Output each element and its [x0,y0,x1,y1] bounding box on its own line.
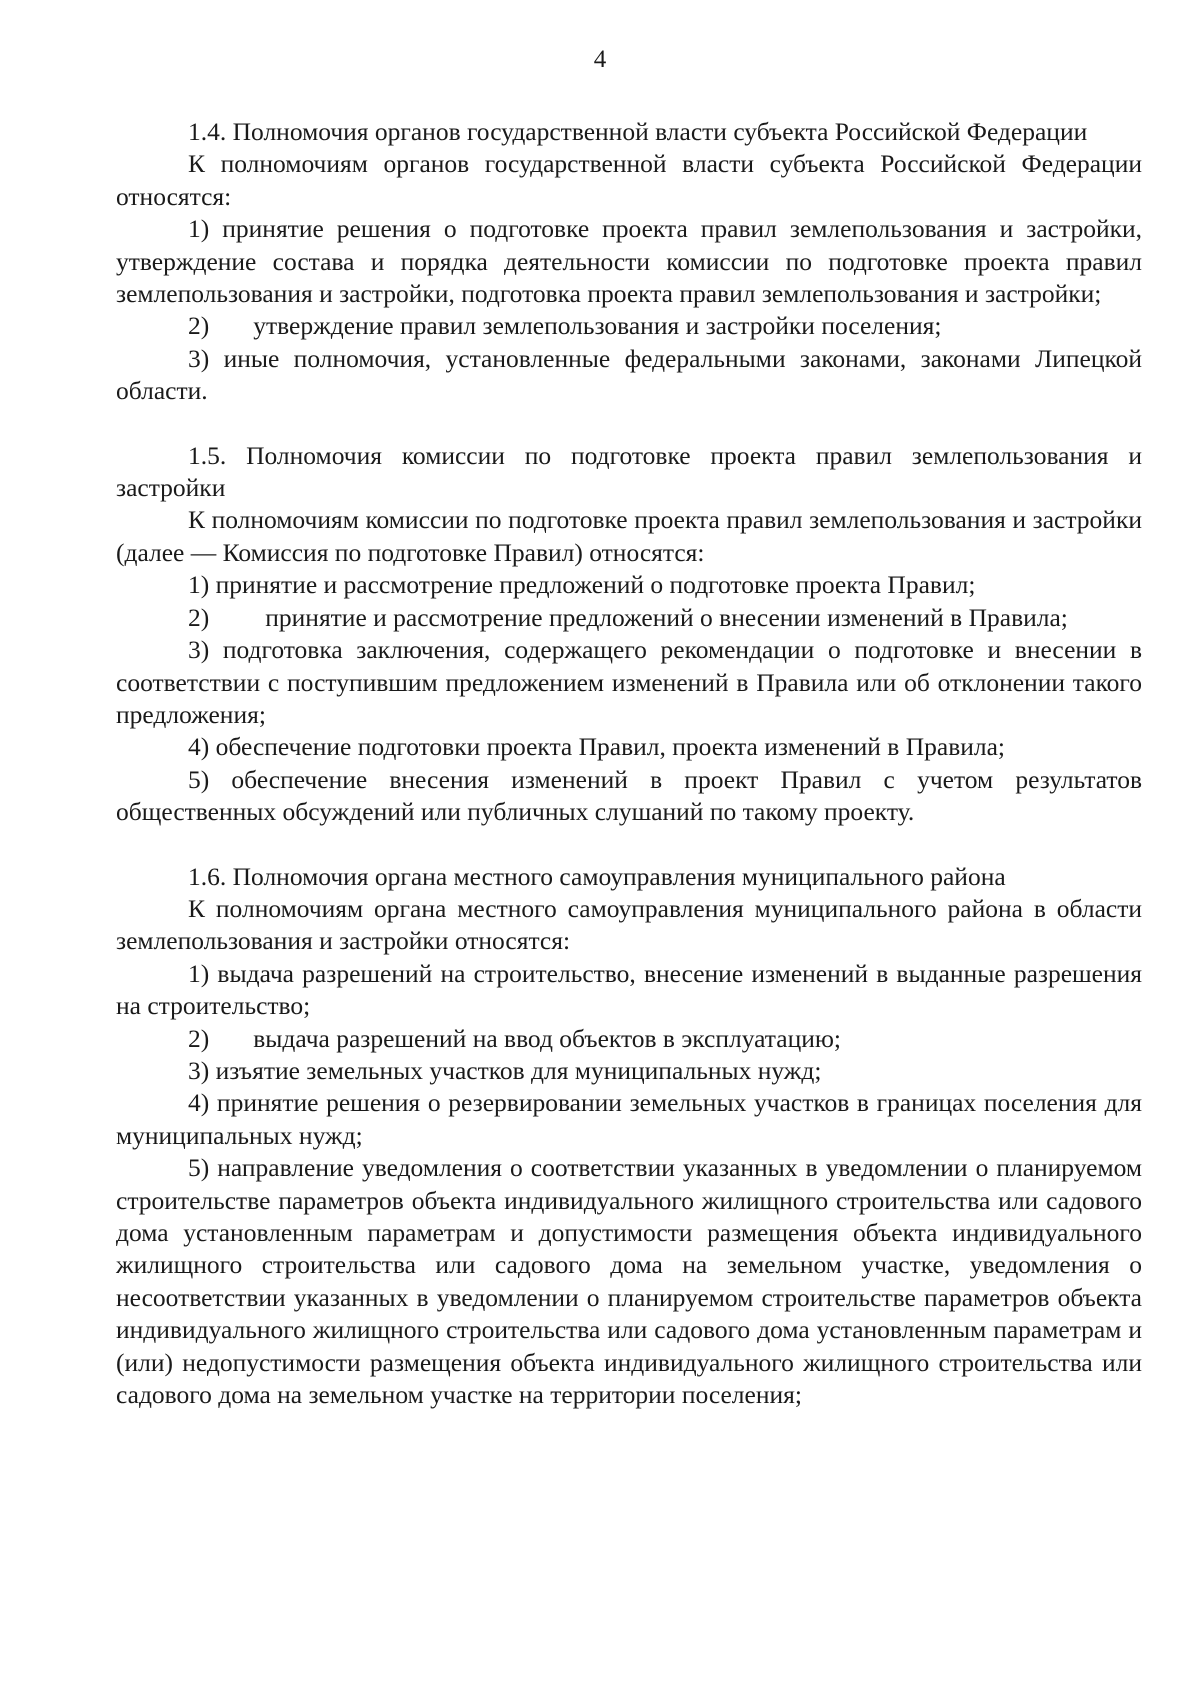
list-item-number: 2) [188,1023,210,1053]
document-body [116,116,1142,1411]
section-1-4 [116,116,1142,408]
list-item [116,1023,1142,1055]
section-1-5 [116,440,1142,829]
list-item: 3) иные полномочия, установленные федеральными законами, законами Липецкой области. [116,343,1142,406]
list-item [116,310,1142,342]
list-item-text: принятие и рассмотрение предложений о внесении изменений в Правила; [265,602,1068,632]
list-item: 1) выдача разрешений на строительство, внесение изменений в выданные разрешения на строительство; [116,958,1142,1021]
list-item: 5) обеспечение внесения изменений в проект Правил с учетом результатов общественных обсуждений или публичных слушаний по такому проекту. [116,764,1142,827]
section-heading: 1.5. Полномочия комиссии по подготовке проекта правил землепользования и застройки [116,440,1142,503]
list-item: 1) принятие и рассмотрение предложений о подготовке проекта Правил; [188,570,976,600]
list-item-number: 2) [188,311,210,341]
section-1-6 [116,861,1142,1412]
list-item: 4) принятие решения о резервировании земельных участков в границах поселения для муниципальных нужд; [116,1088,1142,1150]
section-intro: К полномочиям органов государственной власти субъекта Российской Федерации относятся: [116,149,1142,211]
list-item: 3) подготовка заключения, содержащего рекомендации о подготовке и внесении в соответствии с поступившим предложением изменений в Правила или об отклонении такого предложения; [116,635,1142,729]
page-number: 4 [593,46,607,73]
list-item: 4) обеспечение подготовки проекта Правил, проекта изменений в Правила; [188,732,1006,762]
list-item: 3) изъятие земельных участков для муниципальных нужд; [188,1055,822,1085]
list-item [116,602,1142,634]
list-item: 5) направление уведомления о соответствии указанных в уведомлении о планируемом строительстве параметров объекта индивидуального жилищного строительства или садового дома установленным параметрам и допустимости размещения объекта индивидуального жилищного строительства или садового дома на земельном участке, уведомления о несоответствии указанных в уведомлении о планируемом строительстве параметров объекта индивидуального жилищного строительства или садового дома установленным параметрам и (или) недопустимости размещения объекта индивидуального жилищного строительства или садового дома на земельном участке на территории поселения; [116,1153,1142,1410]
section-intro: К полномочиям органа местного самоуправления муниципального района в области землепользования и застройки относятся: [116,893,1142,956]
section-intro: К полномочиям комиссии по подготовке проекта правил землепользования и застройки (далее — Комиссия по подготовке Правил) относятся: [116,505,1142,567]
section-heading: 1.4. Полномочия органов государственной власти субъекта Российской Федерации [188,117,1088,146]
list-item-text: выдача разрешений на ввод объектов в эксплуатацию; [253,1023,841,1053]
list-item-number: 2) [188,602,210,632]
list-item: 1) принятие решения о подготовке проекта правил землепользования и застройки, утверждение состава и порядка деятельности комиссии по подготовке проекта правил землепользования и застройки, подготовка проекта правил землепользования и застройки; [116,214,1142,309]
list-item-text: утверждение правил землепользования и застройки поселения; [253,311,942,341]
section-heading: 1.6. Полномочия органа местного самоуправления муниципального района [188,861,1006,891]
